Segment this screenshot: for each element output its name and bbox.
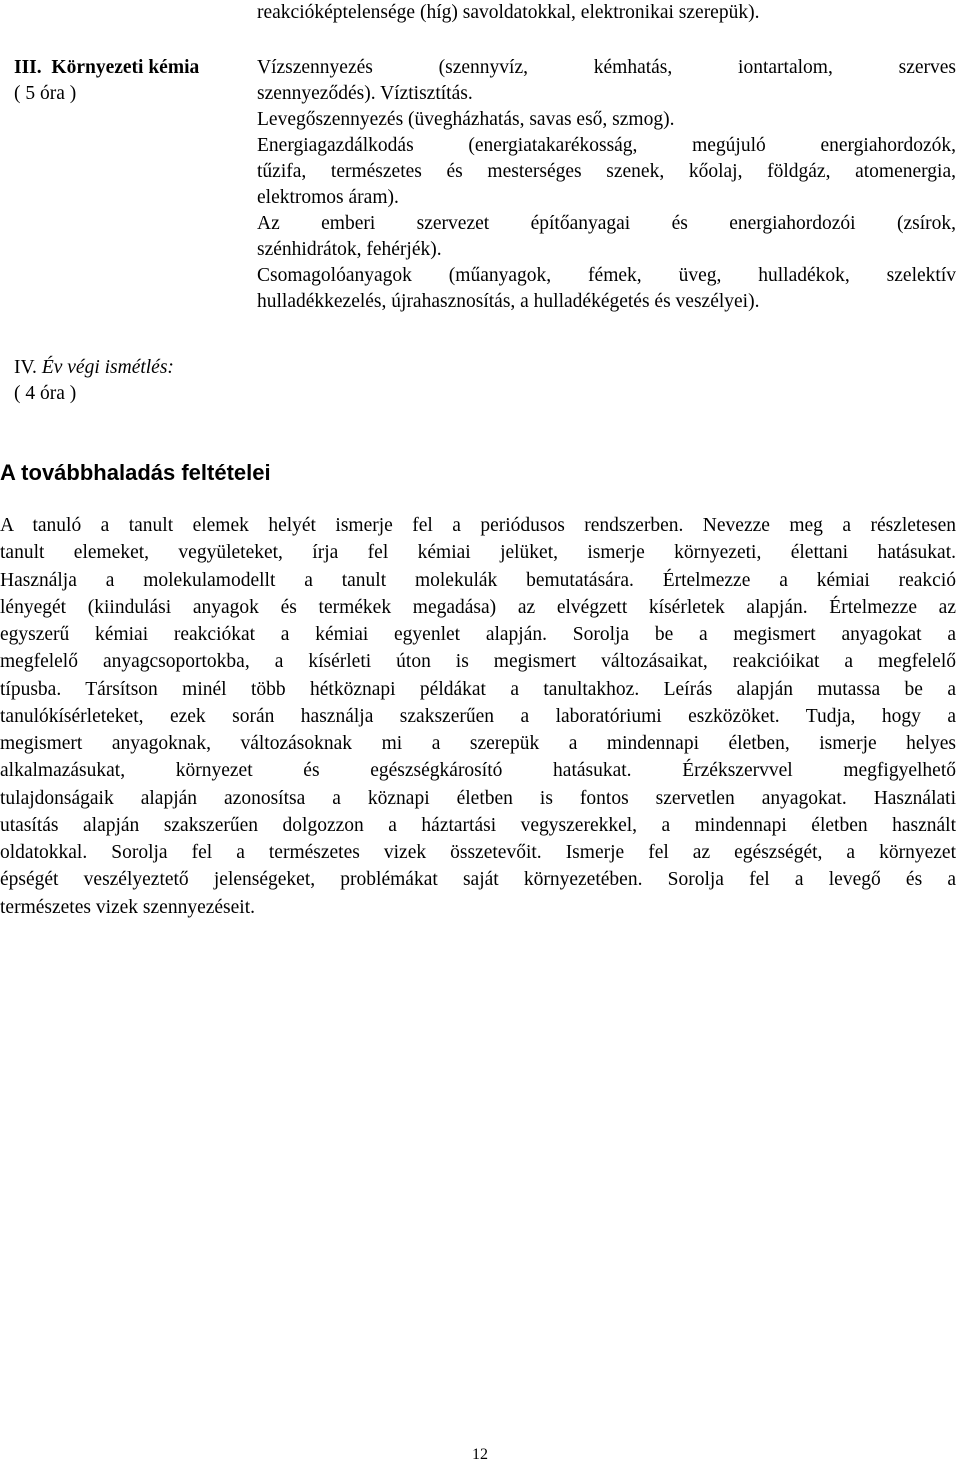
requirements-line: megfelelő anyagcsoportokba, a kísérleti úton is megismert változásaikat, reakcióikat a megfelelő — [0, 651, 956, 673]
section-3-line: Csomagolóanyagok (műanyagok, fémek, üveg, hulladékok, szelektív — [257, 265, 956, 286]
section-3-line: Levegőszennyezés (üvegházhatás, savas eső, szmog). — [257, 109, 675, 130]
requirements-line: lényegét (kiindulási anyagok és termékek megadása) az elvégzett kísérletek alapján. Értelmezze az — [0, 596, 956, 618]
requirements-line: típusba. Társítson minél több hétköznapi példákat a tanultakhoz. Leírás alapján mutassa be a — [0, 678, 956, 700]
section-3-title: Környezeti kémia — [51, 57, 200, 78]
section-3-line: hulladékkezelés, újrahasznosítás, a hulladékégetés és veszélyei). — [257, 291, 760, 312]
requirements-line: alkalmazásukat, környezet és egészségkárosító hatásukat. Érzékszervvel megfigyelhető — [0, 760, 956, 782]
section-4-hours: ( 4 óra ) — [14, 383, 77, 404]
requirements-paragraph — [0, 512, 956, 921]
continuation-text: reakcióképtelensége (híg) savoldatokkal, elektronikai szerepük). — [257, 2, 760, 23]
section-3-line: szennyeződés). Víztisztítás. — [257, 83, 473, 104]
requirements-line: utasítás alapján szakszerűen dolgozzon a háztartási vegyszerekkel, a mindennapi életben használt — [0, 814, 956, 836]
section-3-line: Energiagazdálkodás (energiatakarékosság, megújuló energiahordozók, — [257, 135, 956, 156]
requirements-line: oldatokkal. Sorolja fel a természetes vizek összetevőit. Ismerje fel az egészségét, a környezet — [0, 842, 956, 864]
section-3-hours: ( 5 óra ) — [14, 83, 77, 104]
section-3-label — [14, 55, 249, 107]
section-4-heading — [14, 355, 249, 381]
requirements-line: tanulókísérleteket, ezek során használja szakszerűen a laboratóriumi eszközöket. Tudja, hogy a — [0, 705, 956, 727]
requirements-line: egyszerű kémiai reakciókat a kémiai egyenlet alapján. Sorolja be a megismert anyagokat a — [0, 624, 956, 646]
requirements-line: természetes vizek szennyezéseit. — [0, 896, 255, 918]
requirements-line: épségét veszélyeztető jelenségeket, problémákat saját környezetében. Sorolja fel a levegő és a — [0, 869, 956, 891]
section-3-heading — [14, 55, 249, 81]
requirements-line: tulajdonságaik alapján azonosítsa a köznapi életben is fontos szervetlen anyagokat. Használati — [0, 787, 956, 809]
section-4-label — [14, 355, 249, 407]
section-3-line: Az emberi szervezet építőanyagai és energiahordozói (zsírok, — [257, 213, 956, 234]
section-3-line: szénhidrátok, fehérjék). — [257, 239, 442, 260]
requirements-heading: A továbbhaladás feltételei — [0, 460, 271, 485]
requirements-line: A tanuló a tanult elemek helyét ismerje fel a periódusos rendszerben. Nevezze meg a részletesen — [0, 515, 956, 536]
section-3-line: Vízszennyezés (szennyvíz, kémhatás, iontartalom, szerves — [257, 57, 956, 78]
section-3-line: tűzifa, természetes és mesterséges szenek, kőolaj, földgáz, atomenergia, — [257, 161, 956, 182]
requirements-line: tanult elemeket, vegyületeket, írja fel kémiai jelüket, ismerje környezeti, élettani hatásukat. — [0, 542, 956, 564]
section-3-number: III. — [14, 57, 42, 78]
section-3-line: elektromos áram). — [257, 187, 399, 208]
requirements-line: megismert anyagoknak, változásoknak mi a szerepük a mindennapi életben, ismerje helyes — [0, 733, 956, 755]
page-number: 12 — [472, 1446, 488, 1463]
section-3-content — [257, 55, 956, 315]
section-4-number: IV. — [14, 357, 37, 378]
section-4-title: Év végi ismétlés: — [41, 357, 174, 378]
requirements-line: Használja a molekulamodellt a tanult molekulák bemutatására. Értelmezze a kémiai reakció — [0, 569, 956, 591]
